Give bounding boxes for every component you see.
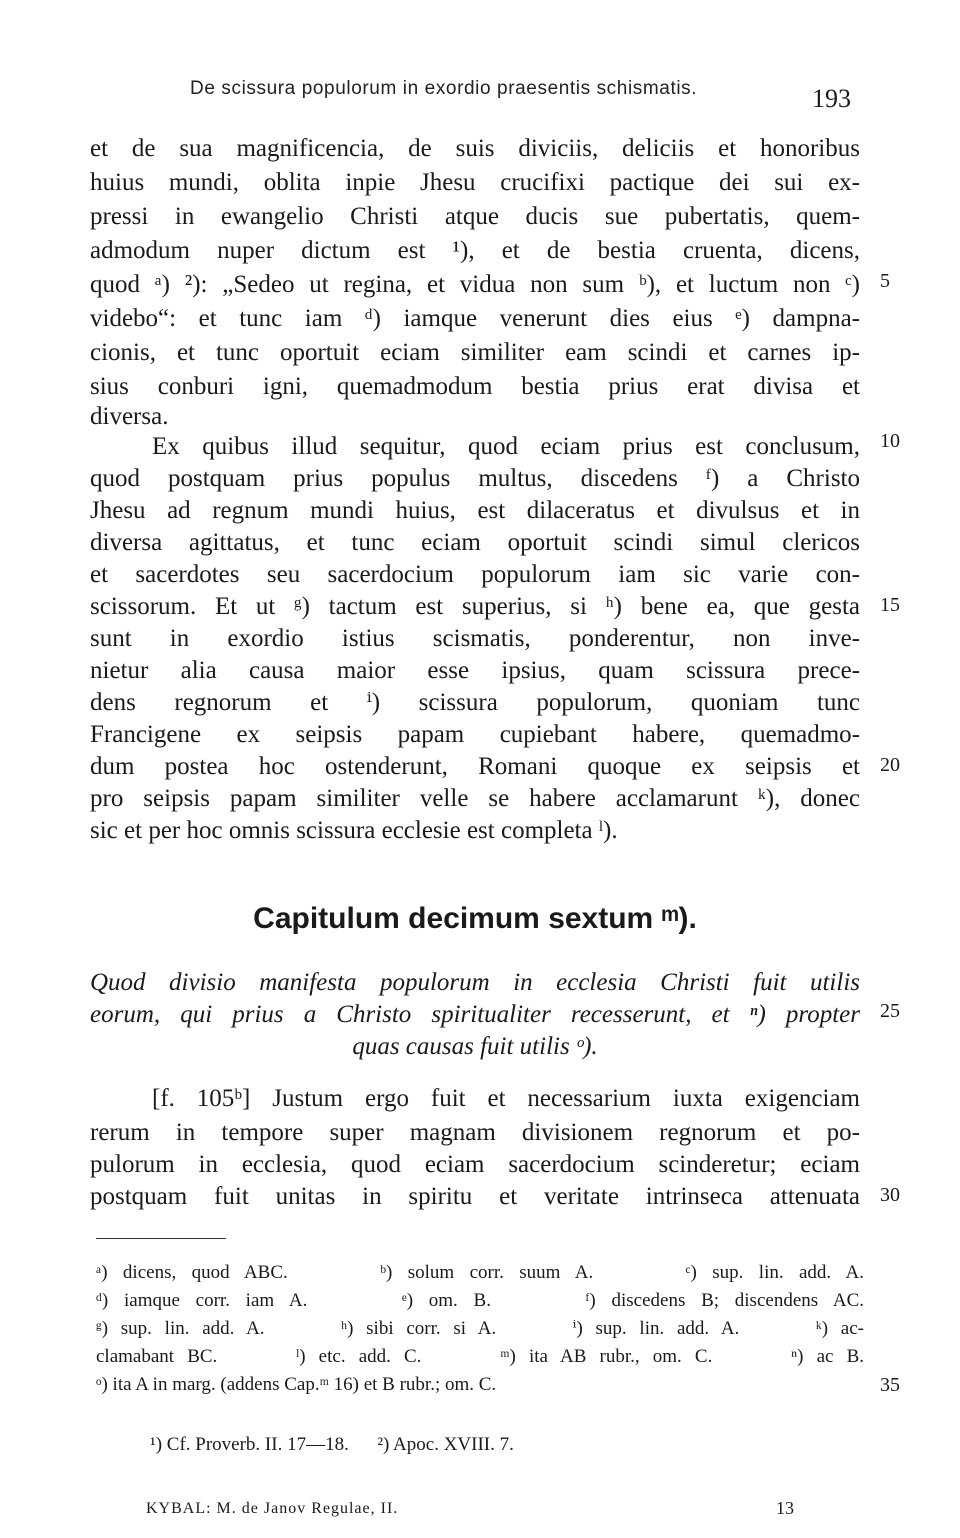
text-line: postquam fuit unitas in spiritu et veritate intrinseca attenuata (90, 1183, 860, 1210)
text-line: diversa. (90, 403, 169, 430)
line-number: 30 (880, 1184, 900, 1206)
subtitle-line: eorum, qui prius a Christo spiritualiter recesserunt, et ⁿ) propter (90, 1001, 860, 1028)
text-line: dum postea hoc ostenderunt, Romani quoque ex seipsis et (90, 753, 860, 780)
subtitle-line: Quod divisio manifesta populorum in ecclesia Christi fuit utilis (90, 969, 860, 996)
text-line: sius conburi igni, quemadmodum bestia prius erat divisa et (90, 373, 860, 400)
line-number: 10 (880, 430, 900, 452)
sheet-number: 13 (776, 1498, 794, 1518)
text-line: videbo“: et tunc iam ᵈ) iamque venerunt dies eius ᵉ) dampna- (90, 305, 860, 332)
text-line: diversa agittatus, et tunc eciam oportuit scindi simul clericos (90, 529, 860, 556)
apparatus-line: ᵍ) sup. lin. add. A. ʰ) sibi corr. si A. ⁱ) sup. lin. add. A. ᵏ) ac- (96, 1318, 864, 1339)
text-line: quod ᵃ) ²): „Sedeo ut regina, et vidua non sum ᵇ), et luctum non ᶜ) (90, 271, 860, 298)
text-line: scissorum. Et ut ᵍ) tactum est superius, si ʰ) bene ea, que gesta (90, 593, 860, 620)
text-line: et sacerdotes seu sacerdocium populorum iam sic varie con- (90, 561, 860, 588)
text-line: cionis, et tunc oportuit eciam similiter eam scindi et carnes ip- (90, 339, 860, 366)
text-line: rerum in tempore super magnam divisionem regnorum et po- (90, 1119, 860, 1146)
line-number: 5 (880, 270, 890, 292)
text-line: sic et per hoc omnis scissura ecclesie est completa ˡ). (90, 817, 618, 844)
text-line: pro seipsis papam similiter velle se habere acclamarunt ᵏ), donec (90, 785, 860, 812)
line-number: 20 (880, 754, 900, 776)
text-line: huius mundi, oblita inpie Jhesu crucifixi pactique dei sui ex- (90, 169, 860, 196)
apparatus-line: ᵒ) ita A in marg. (addens Cap.ᵐ 16) et B rubr.; om. C. (96, 1374, 497, 1395)
line-number: 15 (880, 594, 900, 616)
text-line: dens regnorum et ⁱ) scissura populorum, quoniam tunc (90, 689, 860, 716)
source-notes: ¹) Cf. Proverb. II. 17—18. ²) Apoc. XVIII. 7. (150, 1434, 514, 1455)
text-line: Jhesu ad regnum mundi huius, est dilaceratus et divulsus et in (90, 497, 860, 524)
text-line: pressi in ewangelio Christi atque ducis sue pubertatis, quem- (90, 203, 860, 230)
footnote-divider (96, 1238, 226, 1239)
paragraph-first-line: [f. 105ᵇ] Justum ergo fuit et necessarium iuxta exigenciam (152, 1085, 860, 1112)
line-number: 35 (880, 1374, 900, 1396)
text-line: quod postquam prius populus multus, discedens ᶠ) a Christo (90, 465, 860, 492)
page-number: 193 (812, 84, 851, 113)
line-number: 25 (880, 1000, 900, 1022)
subtitle-line: quas causas fuit utilis ᵒ). (352, 1033, 598, 1060)
chapter-title: Capitulum decimum sextum ᵐ). (253, 902, 697, 935)
text-line: nietur alia causa maior esse ipsius, quam scissura prece- (90, 657, 860, 684)
text-line: admodum nuper dictum est ¹), et de bestia cruenta, dicens, (90, 237, 860, 264)
signature-line: KYBAL: M. de Janov Regulae, II. (146, 1500, 399, 1517)
text-line: Francigene ex seipsis papam cupiebant habere, quemadmo- (90, 721, 860, 748)
apparatus-line: ᵈ) iamque corr. iam A. ᵉ) om. B. ᶠ) discedens B; discendens AC. (96, 1290, 864, 1311)
running-header: De scissura populorum in exordio praesentis schismatis. (190, 78, 698, 99)
text-line: pulorum in ecclesia, quod eciam sacerdocium scinderetur; eciam (90, 1151, 860, 1178)
paragraph-first-line: Ex quibus illud sequitur, quod eciam prius est conclusum, (152, 433, 860, 460)
apparatus-line: clamabant BC. ˡ) etc. add. C. ᵐ) ita AB rubr., om. C. ⁿ) ac B. (96, 1346, 864, 1367)
apparatus-line: ᵃ) dicens, quod ABC. ᵇ) solum corr. suum A. ᶜ) sup. lin. add. A. (96, 1262, 864, 1283)
text-line: sunt in exordio istius scismatis, ponderentur, non inve- (90, 625, 860, 652)
text-line: et de sua magnificencia, de suis diviciis, deliciis et honoribus (90, 135, 860, 162)
